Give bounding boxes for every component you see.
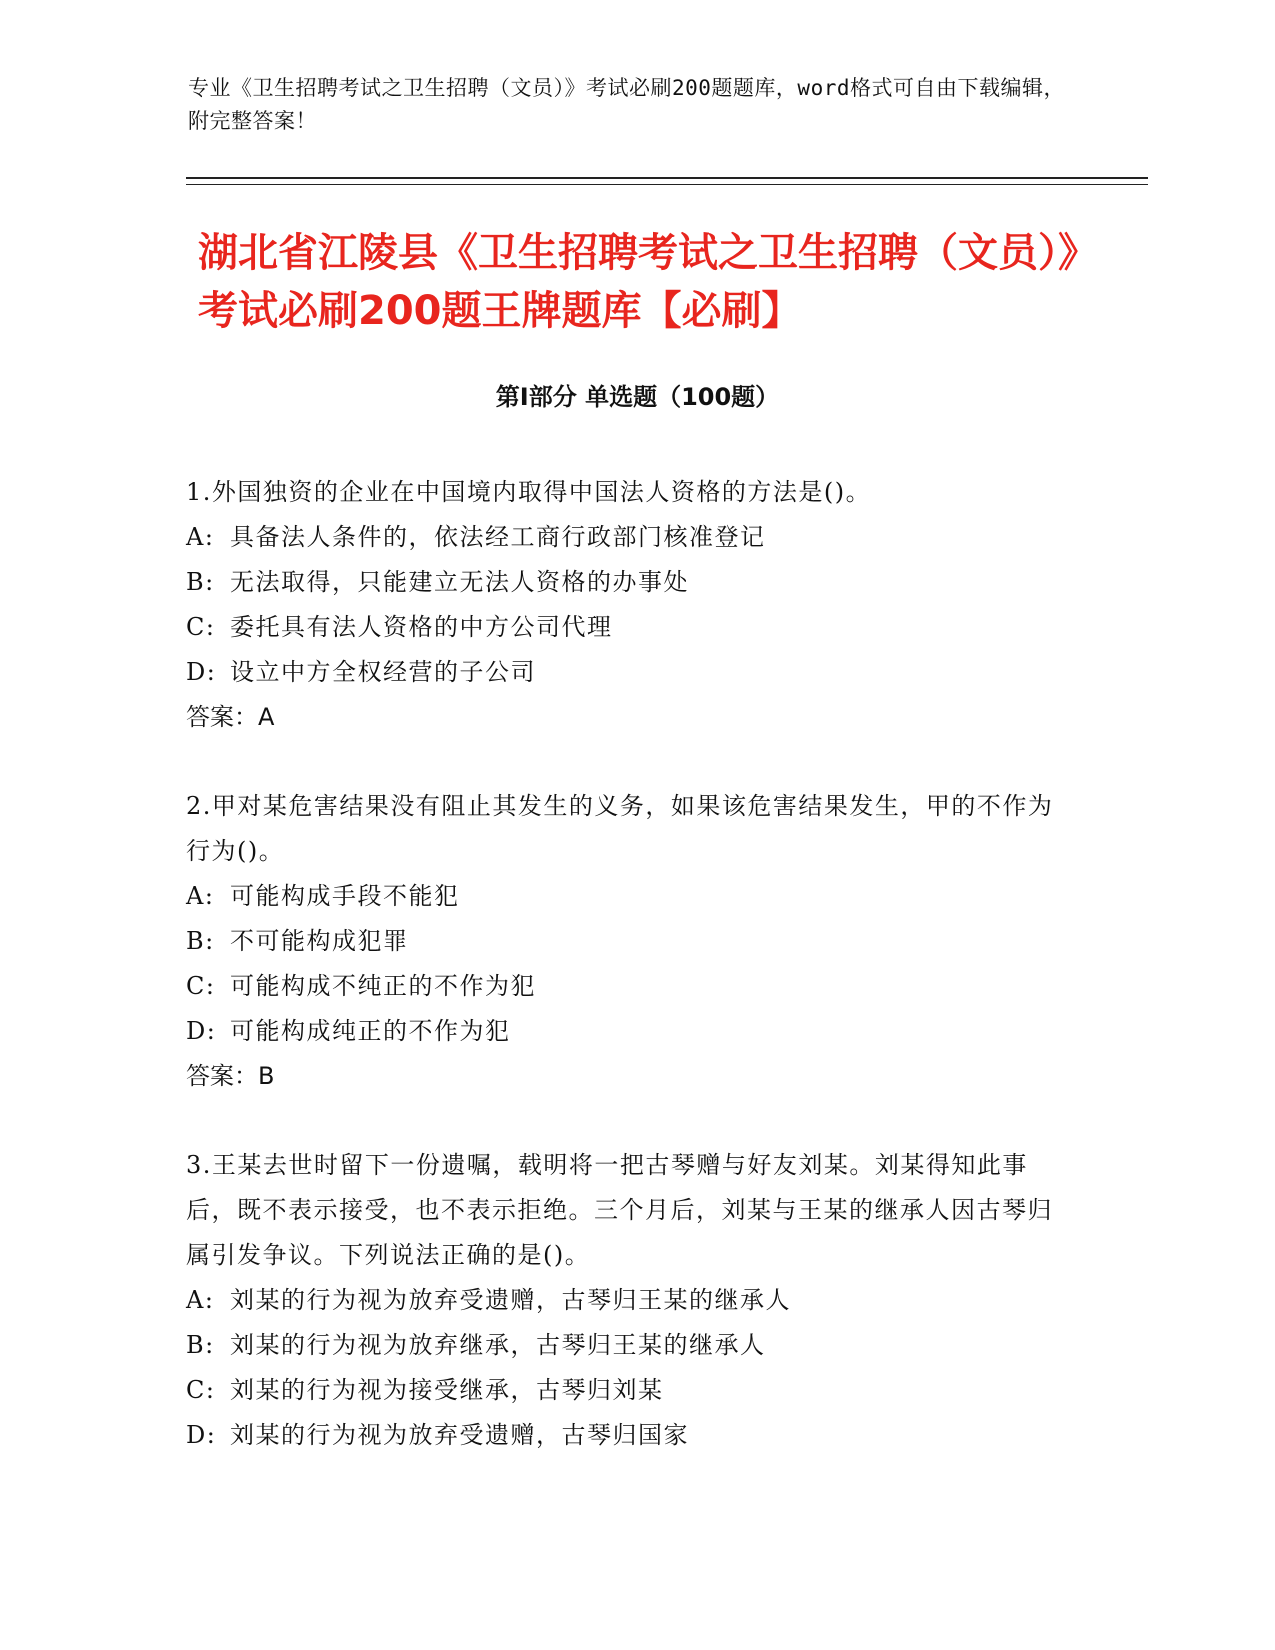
option-letter: B: xyxy=(186,568,215,596)
option-text: 刘某的行为视为放弃受遗赠，古琴归国家 xyxy=(230,1421,689,1449)
option-d xyxy=(186,650,1066,695)
option-text: 可能构成纯正的不作为犯 xyxy=(230,1017,511,1045)
option-letter: B: xyxy=(186,927,215,955)
answer-line: 答案：B xyxy=(186,1062,275,1090)
question-stem: 3.王某去世时留下一份遗嘱，载明将一把古琴赠与好友刘某。刘某得知此事后，既不表示接受，也不表示拒绝。三个月后，刘某与王某的继承人因古琴归属引发争议。下列说法正确的是()。 xyxy=(186,1151,1053,1269)
question-1 xyxy=(186,470,1066,740)
option-d xyxy=(186,1009,1066,1054)
option-c xyxy=(186,605,1066,650)
option-text: 刘某的行为视为放弃受遗赠，古琴归王某的继承人 xyxy=(230,1286,791,1314)
option-b xyxy=(186,1323,1066,1368)
option-text: 刘某的行为视为放弃继承，古琴归王某的继承人 xyxy=(230,1331,766,1359)
option-b xyxy=(186,560,1066,605)
option-d xyxy=(186,1413,1066,1458)
section-title: 第I部分 单选题（100题） xyxy=(495,383,780,411)
option-letter: A: xyxy=(186,882,215,910)
option-letter: C: xyxy=(186,613,216,641)
header-divider-thin xyxy=(186,184,1148,185)
option-text: 设立中方全权经营的子公司 xyxy=(230,658,536,686)
question-list xyxy=(186,470,1066,1502)
option-letter: A: xyxy=(186,523,215,551)
option-a xyxy=(186,515,1066,560)
option-text: 可能构成不纯正的不作为犯 xyxy=(230,972,536,1000)
option-letter: D: xyxy=(186,1017,217,1045)
option-letter: C: xyxy=(186,972,216,1000)
option-text: 不可能构成犯罪 xyxy=(230,927,409,955)
option-letter: D: xyxy=(186,1421,217,1449)
question-stem: 1.外国独资的企业在中国境内取得中国法人资格的方法是()。 xyxy=(186,478,872,506)
option-b xyxy=(186,919,1066,964)
option-letter: A: xyxy=(186,1286,215,1314)
option-letter: D: xyxy=(186,658,217,686)
option-text: 刘某的行为视为接受继承，古琴归刘某 xyxy=(230,1376,664,1404)
option-text: 委托具有法人资格的中方公司代理 xyxy=(230,613,613,641)
option-c xyxy=(186,964,1066,1009)
question-3 xyxy=(186,1143,1066,1458)
question-stem: 2.甲对某危害结果没有阻止其发生的义务，如果该危害结果发生，甲的不作为行为()。 xyxy=(186,792,1054,865)
option-a xyxy=(186,874,1066,919)
header-divider-thick xyxy=(186,177,1148,179)
document-title: 湖北省江陵县《卫生招聘考试之卫生招聘（文员）》考试必刷200题王牌题库【必刷】 xyxy=(198,230,1078,334)
answer-line: 答案：A xyxy=(186,703,275,731)
option-text: 无法取得，只能建立无法人资格的办事处 xyxy=(230,568,689,596)
option-a xyxy=(186,1278,1066,1323)
option-c xyxy=(186,1368,1066,1413)
option-text: 可能构成手段不能犯 xyxy=(230,882,460,910)
option-letter: C: xyxy=(186,1376,216,1404)
question-2 xyxy=(186,784,1066,1099)
header-note: 专业《卫生招聘考试之卫生招聘（文员）》考试必刷200题题库，word格式可自由下载编辑，附完整答案！ xyxy=(188,76,1065,133)
option-text: 具备法人条件的，依法经工商行政部门核准登记 xyxy=(230,523,766,551)
option-letter: B: xyxy=(186,1331,215,1359)
